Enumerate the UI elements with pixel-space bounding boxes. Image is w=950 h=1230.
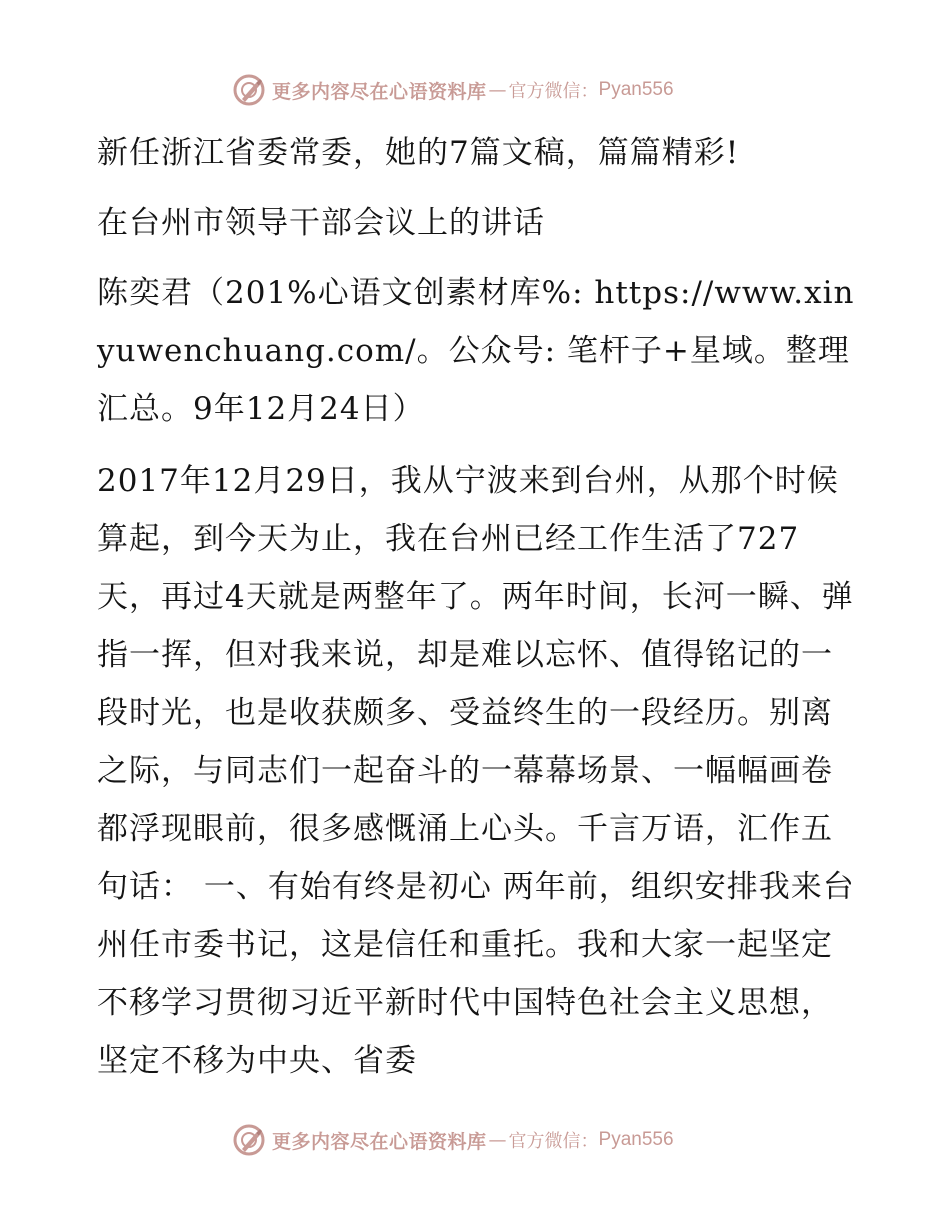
banner-main-text: 更多内容尽在心语资料库 <box>272 80 487 103</box>
pen-logo-icon <box>232 1123 266 1157</box>
document-title: 新任浙江省委常委，她的7篇文稿，篇篇精彩! <box>97 135 740 171</box>
banner-label: 官方微信： <box>508 81 599 102</box>
banner-label: 官方微信： <box>508 1131 599 1152</box>
footer-banner <box>232 1120 674 1160</box>
pen-logo-icon <box>232 73 266 107</box>
banner-wechat-id: Pyan556 <box>598 79 674 100</box>
document-subtitle: 在台州市领导干部会议上的讲话 <box>97 205 545 241</box>
document-content <box>97 124 857 1090</box>
header-banner <box>232 70 674 110</box>
banner-wechat-id: Pyan556 <box>598 1129 674 1150</box>
banner-separator: — <box>488 1129 507 1151</box>
body-paragraph: 2017年12月29日，我从宁波来到台州，从那个时候算起，到今天为止，我在台州已经工作生活了727天，再过4天就是两整年了。两年时间，长河一瞬、弹指一挥，但对我来说，却是难以忘怀、值得铭记的一段时光，也是收获颇多、受益终生的一段经历。别离之际，与同志们一起奋斗的一幕幕场景、一幅幅画卷都浮现眼前，很多感慨涌上心头。千言万语，汇作五句话： 一、有始有终是初心 两年前，组织安排我来台州任市委书记，这是信任和重托。我和大家一起坚定不移学习贯彻习近平新时代中国特色社会主义思想，坚定不移为中央、省委 <box>97 463 855 1079</box>
banner-separator: — <box>488 79 507 101</box>
banner-main-text: 更多内容尽在心语资料库 <box>272 1130 487 1153</box>
author-line: 陈奕君（201%心语文创素材库%: https://www.xinyuwenchuang.com/。公众号: 笔杆子+星域。整理汇总。9年12月24日） <box>97 275 855 427</box>
